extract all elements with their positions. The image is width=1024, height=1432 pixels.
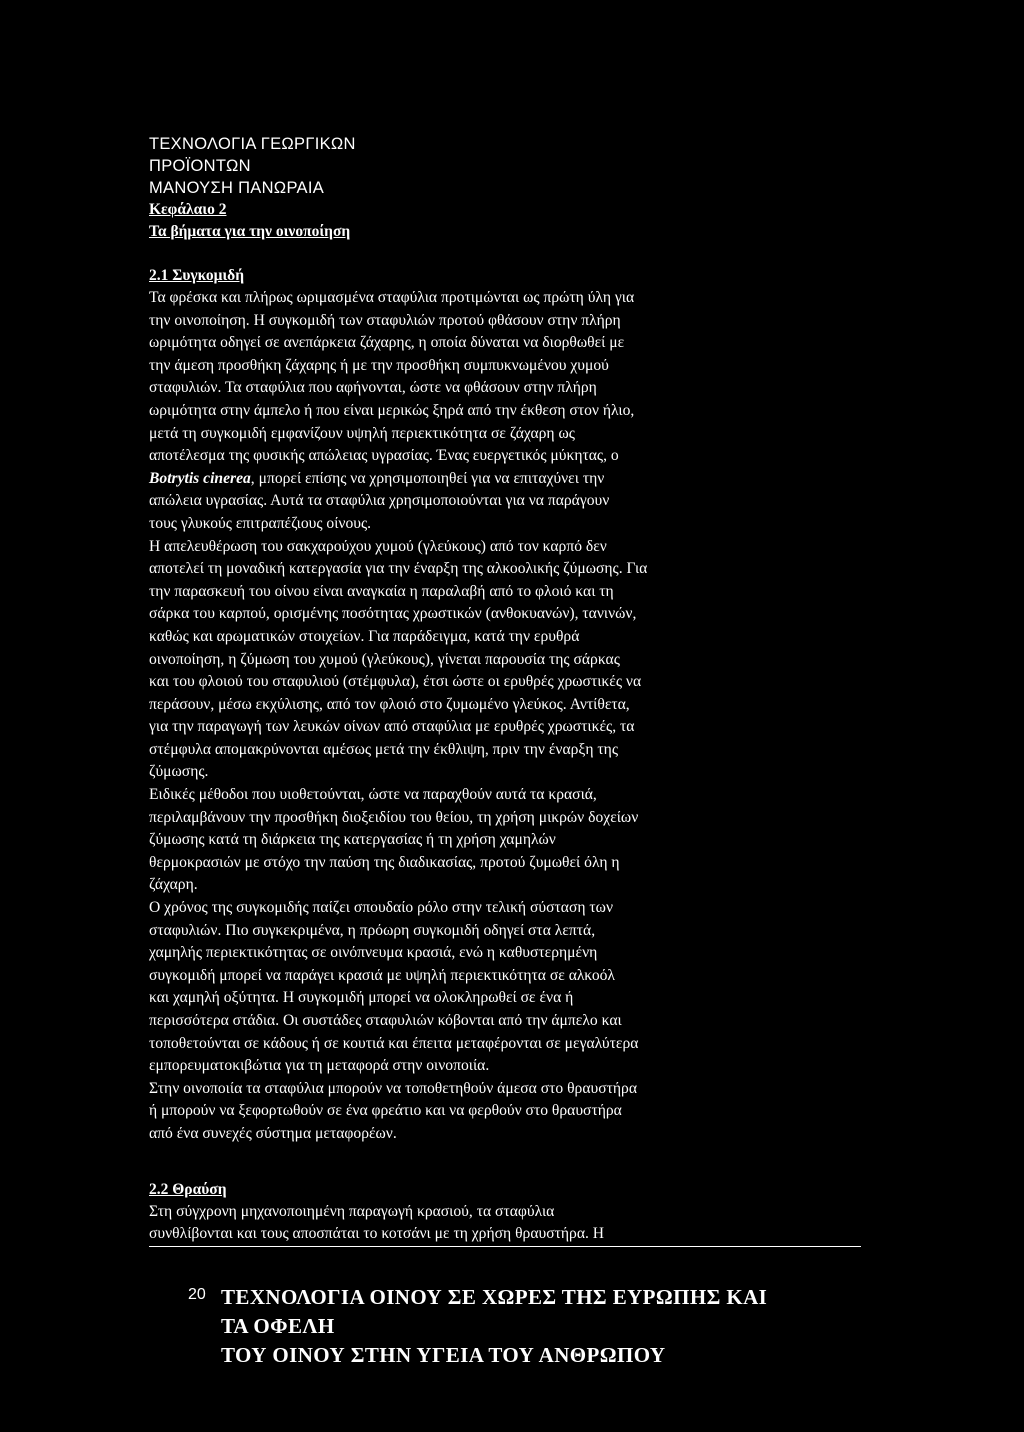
footer-title (221, 1283, 767, 1370)
text-line (149, 1223, 799, 1247)
text-line: χαμηλής περιεκτικότητας σε οινόπνευμα κρασιά, ενώ η καθυστερημένη (149, 944, 598, 962)
chapter-title: Τα βήματα για την οινοποίηση (149, 223, 351, 240)
text-line: σταφυλιών. Τα σταφύλια που αφήνονται, ώστε να φθάσουν στην πλήρη (149, 379, 597, 397)
chapter-label: Κεφάλαιο 2 (149, 201, 227, 218)
footer-title-line-1: ΤΕΧΝΟΛΟΓΙΑ ΟΙΝΟΥ ΣΕ ΧΩΡΕΣ ΤΗΣ ΕΥΡΩΠΗΣ ΚΑΙ (221, 1285, 768, 1309)
text-line: περάσουν, μέσω εκχύλισης, από τον φλοιό στο ζυμωμένο γλεύκος. Αντίθετα, (149, 695, 630, 713)
text-line (149, 468, 799, 491)
page-number: 20 (188, 1286, 206, 1303)
section-1-heading: 2.1 Συγκομιδή (149, 267, 245, 284)
botrytis-rest: , μπορεί επίσης να χρησιμοποιηθεί για να επιταχύνει την (250, 469, 605, 487)
footer-title-line-2: ΤΑ ΟΦΕΛΗ (221, 1314, 335, 1338)
text-line: περισσότερα στάδια. Οι συστάδες σταφυλιών κόβονται από την άμπελο και (149, 1012, 622, 1029)
text-line: Η απελευθέρωση του σακχαρούχου χυμού (γλεύκους) από τον καρπό δεν (149, 537, 607, 555)
text-line: απώλεια υγρασίας. Αυτά τα σταφύλια χρησιμοποιούνται για να παράγουν (149, 492, 610, 510)
botrytis-species: Botrytis cinerea (149, 469, 251, 487)
text-line: ή μπορούν να ξεφορτωθούν σε ένα φρεάτιο και να φερθούν στο θραυστήρα (149, 1102, 622, 1120)
text-line: και χαμηλή οξύτητα. Η συγκομιδή μπορεί να ολοκληρωθεί σε ένα ή (149, 989, 574, 1007)
text-line: αποτελεί τη μοναδική κατεργασία για την έναρξη της αλκοολικής ζύμωσης. Για (149, 560, 648, 578)
text-line-ruled: συνθλίβονται και τους αποσπάται το κοτσάνι με τη χρήση θραυστήρα. Η (149, 1223, 861, 1247)
text-line: μετά τη συγκομιδή εμφανίζουν υψηλή περιεκτικότητα σε ζάχαρη ως (149, 424, 575, 442)
text-line: σταφυλιών. Πιο συγκεκριμένα, η πρόωρη συγκομιδή οδηγεί στα λεπτά, (149, 921, 596, 939)
text-line: την οινοποίηση. Η συγκομιδή των σταφυλιών προτού φθάσουν στην πλήρη (149, 311, 621, 329)
text-line: τοποθετούνται σε κάδους ή σε κουτιά και έπειτα μεταφέρονται σε μεγαλύτερα (149, 1034, 639, 1052)
text-line: οινοποίηση, η ζύμωση του χυμού (γλεύκους), γίνεται παρουσία της σάρκας (149, 650, 620, 668)
text-line: εμπορευματοκιβώτια για τη μεταφορά στην οινοποιία. (149, 1057, 490, 1075)
footer-title-line-3: ΤΟΥ ΟΙΝΟΥ ΣΤΗΝ ΥΓΕΙΑ ΤΟΥ ΑΝΘΡΩΠΟΥ (221, 1343, 666, 1367)
text-line: την άμεση προσθήκη ζάχαρης ή με την προσθήκη συμπυκνωμένου χυμού (149, 356, 609, 374)
text-line: την παρασκευή του οίνου είναι αναγκαία η παραλαβή από το φλοιό και τη (149, 582, 614, 600)
text-line: ζάχαρη. (149, 876, 198, 894)
header-author: ΜΑΝΟΥΣΗ ΠΑΝΩΡΑΙΑ (149, 179, 325, 197)
text-line: καθώς και αρωματικών στοιχείων. Για παράδειγμα, κατά την ερυθρά (149, 627, 580, 645)
text-line: ωριμότητα οδηγεί σε ανεπάρκεια ζάχαρης, η οποία δύναται να διορθωθεί με (149, 334, 625, 352)
text-line: Ο χρόνος της συγκομιδής παίζει σπουδαίο ρόλο στην τελική σύσταση των (149, 899, 613, 917)
text-line: Στην οινοποιία τα σταφύλια μπορούν να τοποθετηθούν άμεσα στο θραυστήρα (149, 1079, 638, 1097)
text-line: τους γλυκούς επιτραπέζιους οίνους. (149, 514, 372, 532)
text-line: και του φλοιού του σταφυλιού (στέμφυλα), έτσι ώστε οι ερυθρές χρωστικές να (149, 673, 642, 691)
text-line: θερμοκρασιών με στόχο την παύση της διαδικασίας, προτού ζυμωθεί όλη η (149, 853, 620, 871)
text-line: στέμφυλα απομακρύνονται αμέσως μετά την έκθλιψη, πριν την έναρξη της (149, 740, 619, 758)
document-page (149, 133, 799, 1247)
text-line: Ειδικές μέθοδοι που υιοθετούνται, ώστε να παραχθούν αυτά τα κρασιά, (149, 786, 597, 804)
text-line: Στη σύγχρονη μηχανοποιημένη παραγωγή κρασιού, τα σταφύλια (149, 1202, 555, 1220)
text-line: ζύμωσης. (149, 763, 209, 781)
section-2-heading: 2.2 Θραύση (149, 1180, 227, 1198)
text-line: αποτέλεσμα της φυσικής απώλειας υγρασίας. Ένας ευεργετικός μύκητας, ο (149, 447, 619, 465)
text-line: περιλαμβάνουν την προσθήκη διοξειδίου του θείου, τη χρήση μικρών δοχείων (149, 808, 639, 826)
header-line-2: ΠΡΟΪΟΝΤΩΝ (149, 157, 251, 175)
section-1-body (149, 287, 799, 1146)
text-line: από ένα συνεχές σύστημα μεταφορέων. (149, 1124, 397, 1142)
text-line: ωριμότητα στην άμπελο ή που είναι μερικώς ξηρά από την έκθεση στον ήλιο, (149, 401, 635, 419)
text-line: σάρκα του καρπού, ορισμένης ποσότητας χρωστικών (ανθοκυανών), τανινών, (149, 605, 637, 623)
text-line: ζύμωσης κατά τη διάρκεια της κατεργασίας ή τη χρήση χαμηλών (149, 831, 556, 849)
text-line: για την παραγωγή των λευκών οίνων από σταφύλια με ερυθρές χρωστικές, τα (149, 718, 635, 736)
text-line: Τα φρέσκα και πλήρως ωριμασμένα σταφύλια προτιμώνται ως πρώτη ύλη για (149, 289, 635, 306)
header-line-1: ΤΕΧΝΟΛΟΓΙΑ ΓΕΩΡΓΙΚΩΝ (149, 135, 356, 153)
text-line: συγκομιδή μπορεί να παράγει κρασιά με υψηλή περιεκτικότητα σε αλκοόλ (149, 966, 615, 984)
